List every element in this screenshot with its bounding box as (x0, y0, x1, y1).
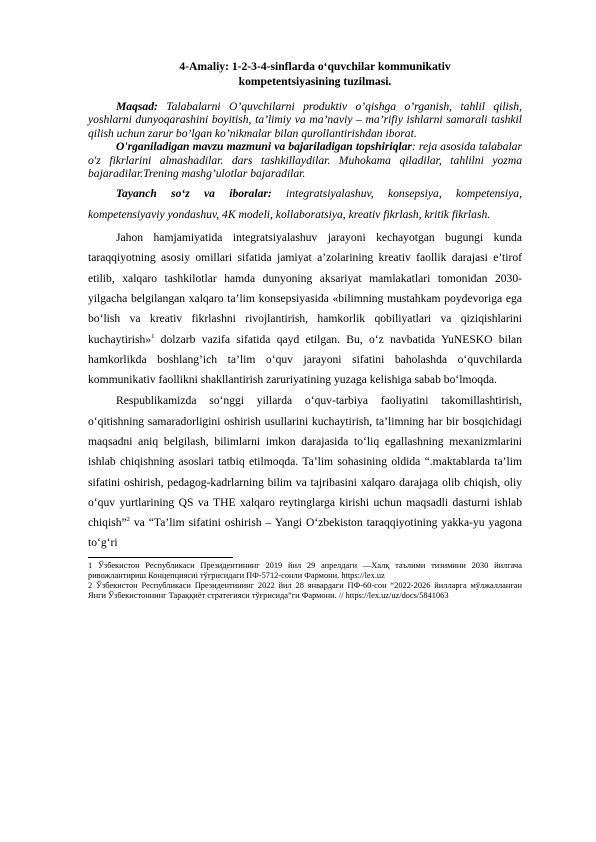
keywords-label: Tayanch so‘z va iboralar: (116, 187, 272, 201)
footnote-ref-1[interactable]: 1 (151, 332, 155, 340)
footnote-ref-2[interactable]: 2 (126, 516, 130, 524)
paragraph-1-text-after: dolzarb vazifa sifatida qayd etilgan. Bu, o‘z navbatida YuNESKO bilan hamkorlikda boshlang’ich ta’lim o‘quv jarayoni sifatini baholashda o‘quvchilarda kommunikativ faollikni shakllantirish zaruriyatining yuzaga kelishiga sabab bo‘lmoqda. (88, 332, 522, 387)
aim-paragraph (88, 100, 522, 140)
tasks-label: O'rganiladigan mavzu mazmuni va bajariladigan topshiriqlar (116, 140, 412, 154)
aim-label: Maqsad: (116, 100, 158, 113)
paragraph-2-text-before: Respublikamizda so‘nggi yillarda o‘quv-tarbiya faoliyatini takomillashtirish, o‘qitishning samaradorligini oshirish usullarini kuchaytirish, ta’limning har bir bosqichidagi maqsadni aniq belgilash, bilimlarni imkon darajasida to‘liq egallashning mexanizmlarini ishlab chiqishning asoslari tatbiq etilmoqda. Ta’lim sohasining oldida “.maktablarda ta’lim sifatini oshirish, pedagog-kadrlarning bilim va tajribasini xalqaro darajaga olib chiqish, oliy o‘quv yurtlarining QS va THE xalqaro reytinglarga kirishi uchun maqsadli dasturni ishlab chiqish” (88, 394, 522, 530)
body-paragraph-2 (88, 391, 522, 553)
footnote-1: 1 Ўзбекистон Республикаси Президентининг 2019 йил 29 апрелдаги ―Халқ таълими тизимини 2030 йилгача ривожлантириш Концепциясиі тўғрисидаги ПФ-5712-сонли Фармони. https://lex.uz (88, 560, 522, 580)
tasks-paragraph (88, 140, 522, 180)
document-page (88, 60, 522, 602)
title-line-2: kompetentsiyasining tuzilmasi. (238, 74, 392, 88)
page-title (88, 60, 522, 89)
paragraph-1-text-before: Jahon hamjamiyatida integratsiyalashuv jarayoni kechayotgan bugungi kunda taraqqiyotning asosiy omillari sifatida jamiyat a’zolarining kreativ faollik darajasi e’tirof etilib, xalqaro tashkilotlar hamda dunyoning aksariyat mamlakatlari tomonidan 2030-yilgacha belgilangan xalqaro ta’lim konsepsiyasida «bilimning mustahkam poydevoriga ega bo‘lish va kreativ fikrlashni rivojlantirish, hamkorlik qobiliyatlari va qiziqishlarini kuchaytirish» (88, 231, 522, 346)
keywords-paragraph (88, 184, 522, 225)
footnote-divider (88, 557, 233, 558)
tasks-text: : reja asosida talabalar o'z fikrlarini almashadilar. dars tashkillaydilar. Muhokama qiladilar, tahlilni yozma bajaradilar.Trening mashg’ulotlar bajaradilar. (88, 140, 522, 181)
footnote-2: 2 Ўзбекистон Республикаси Президентининг 2022 йил 28 январдаги ПФ-60-сон “2022-2026 йилларга мўлжалланган Янги Ўзбекистоннинг Тараққиёт стратегияси тўғрисида”ги Фармони. // https://lex.uz/uz/docs/5841063 (88, 581, 522, 601)
body-paragraph-1 (88, 228, 522, 390)
aim-text: Talabalarni O’quvchilarni produktiv o’qishga o’rganish, tahlil qilish, yoshlarni dunyoqarashini boyitish, ta’limiy va ma’naviy – ma’rifiy ishlarni samarali tashkil qilish uchun zarur bo’lgan ko’nikmalar bilan qurollantirishdan iborat. (88, 100, 522, 140)
keywords-text: integratsiyalashuv, konsepsiya, kompetensiya, kompetensiyaviy yondashuv, 4K modeli, kollaboratsiya, kreativ fikrlash, kritik fikrlash. (88, 187, 522, 221)
paragraph-2-text-after: va “Ta’lim sifatini oshirish – Yangi O‘zbekiston taraqqiyotining yakka-yu yagona to‘g‘ri (88, 516, 522, 550)
title-line-1: 4-Amaliy: 1-2-3-4-sinflarda o‘quvchilar kommunikativ (179, 60, 451, 73)
